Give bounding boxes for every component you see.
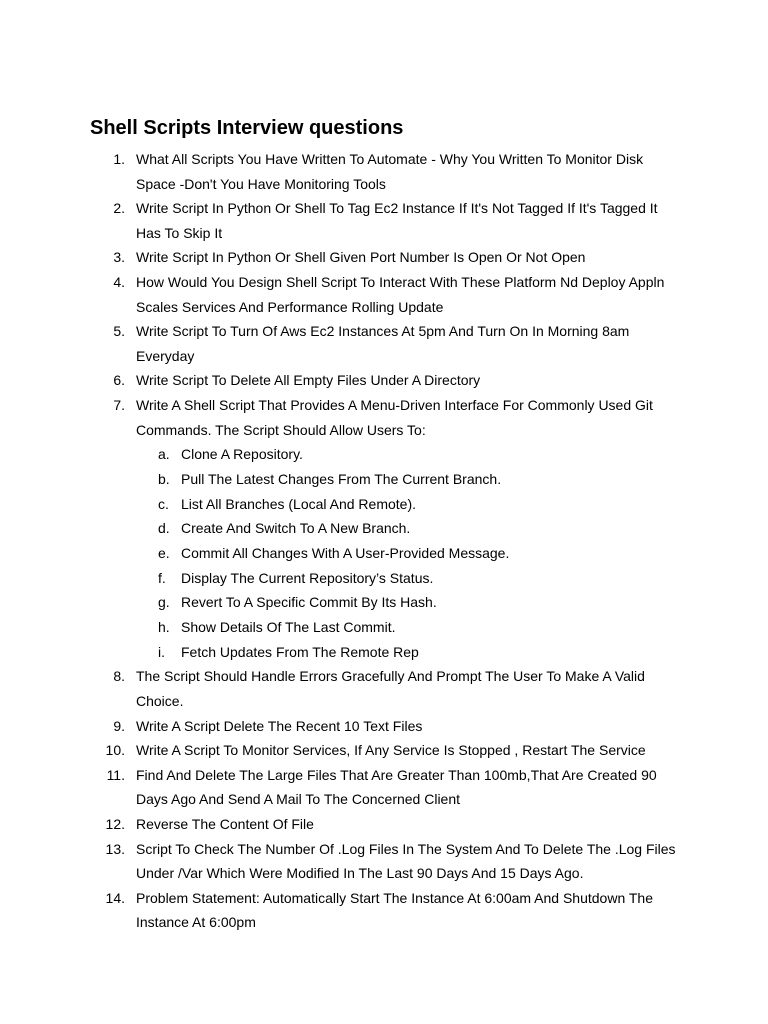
question-number: 6.	[113, 372, 125, 389]
question-text: Find And Delete The Large Files That Are Greater Than 100mb,That Are Created 90 Days Ago And Send A Mail To The Concerned Client	[136, 766, 657, 808]
sub-question-letter: i.	[158, 643, 165, 660]
question-item	[0, 319, 676, 368]
question-number: 11.	[106, 766, 125, 783]
sub-question-item	[136, 516, 676, 541]
sub-question-text: List All Branches (Local And Remote).	[181, 495, 417, 512]
question-item	[0, 738, 676, 763]
question-item	[0, 812, 676, 837]
question-item	[0, 270, 676, 319]
document-title: Shell Scripts Interview questions	[90, 117, 404, 139]
question-item	[0, 714, 676, 739]
sub-question-letter: g.	[158, 594, 170, 611]
question-item	[0, 147, 676, 196]
sub-question-letter: e.	[158, 544, 170, 561]
question-number: 12.	[105, 816, 125, 833]
sub-question-item	[136, 590, 676, 615]
sub-question-item	[136, 492, 676, 517]
question-item	[0, 664, 676, 713]
question-item	[0, 886, 676, 935]
question-text: Write A Script Delete The Recent 10 Text Files	[136, 717, 423, 734]
question-number: 7.	[113, 396, 125, 413]
sub-question-text: Revert To A Specific Commit By Its Hash.	[181, 594, 437, 611]
sub-question-text: Create And Switch To A New Branch.	[181, 520, 411, 537]
sub-question-letter: h.	[158, 619, 170, 636]
question-item	[0, 368, 676, 393]
question-text: Write Script In Python Or Shell To Tag Ec2 Instance If It's Not Tagged If It's Tagged It Has To Skip It	[136, 200, 658, 241]
sub-question-letter: c.	[158, 495, 169, 512]
sub-question-text: Show Details Of The Last Commit.	[181, 619, 396, 636]
sub-question-list	[136, 442, 676, 664]
sub-question-item	[136, 541, 676, 566]
question-number: 5.	[113, 323, 125, 340]
sub-question-item	[136, 467, 676, 492]
question-text: Problem Statement: Automatically Start The Instance At 6:00am And Shutdown The Instance At 6:00pm	[136, 889, 654, 931]
sub-question-letter: b.	[158, 470, 170, 487]
question-text: What All Scripts You Have Written To Automate - Why You Written To Monitor Disk Space -Don't You Have Monitoring Tools	[136, 151, 644, 192]
question-text: Write A Shell Script That Provides A Menu-Driven Interface For Commonly Used Git Commands. The Script Should Allow Users To:	[136, 396, 653, 438]
sub-question-item	[136, 442, 676, 467]
question-text: Write Script To Delete All Empty Files Under A Directory	[136, 372, 481, 389]
question-item	[0, 196, 676, 245]
question-number: 10.	[105, 742, 125, 759]
question-number: 14.	[105, 889, 125, 906]
question-text: Reverse The Content Of File	[136, 816, 314, 833]
question-list	[0, 147, 768, 935]
question-number: 13.	[105, 840, 125, 857]
question-item	[0, 245, 676, 270]
question-item	[0, 837, 676, 886]
question-text: The Script Should Handle Errors Gracefully And Prompt The User To Make A Valid Choice.	[136, 668, 645, 710]
question-item	[0, 393, 676, 665]
question-number: 9.	[113, 717, 125, 734]
question-number: 2.	[113, 200, 125, 217]
question-text: How Would You Design Shell Script To Interact With These Platform Nd Deploy Appln Scales Services And Performance Rolling Update	[136, 273, 665, 315]
sub-question-item	[136, 640, 676, 665]
sub-question-text: Commit All Changes With A User-Provided Message.	[181, 544, 510, 561]
question-number: 8.	[113, 668, 125, 685]
question-number: 1.	[113, 151, 125, 167]
question-text: Write Script To Turn Of Aws Ec2 Instances At 5pm And Turn On In Morning 8am Everyday	[136, 323, 630, 364]
question-text: Write Script In Python Or Shell Given Port Number Is Open Or Not Open	[136, 249, 586, 266]
sub-question-letter: a.	[158, 446, 170, 463]
sub-question-text: Display The Current Repository’s Status.	[181, 569, 434, 586]
question-number: 3.	[113, 249, 125, 266]
sub-question-text: Clone A Repository.	[181, 446, 303, 463]
question-item	[0, 763, 676, 812]
sub-question-item	[136, 615, 676, 640]
sub-question-letter: f.	[158, 569, 166, 586]
sub-question-text: Fetch Updates From The Remote Rep	[181, 643, 419, 660]
question-number: 4.	[113, 273, 125, 290]
sub-question-letter: d.	[158, 520, 170, 537]
question-text: Script To Check The Number Of .Log Files In The System And To Delete The .Log Files Under /Var Which Were Modified In The Last 90 Days And 15 Days Ago.	[136, 840, 676, 882]
sub-question-text: Pull The Latest Changes From The Current Branch.	[181, 470, 502, 487]
question-text: Write A Script To Monitor Services, If Any Service Is Stopped , Restart The Service	[136, 742, 646, 759]
sub-question-item	[136, 566, 676, 591]
